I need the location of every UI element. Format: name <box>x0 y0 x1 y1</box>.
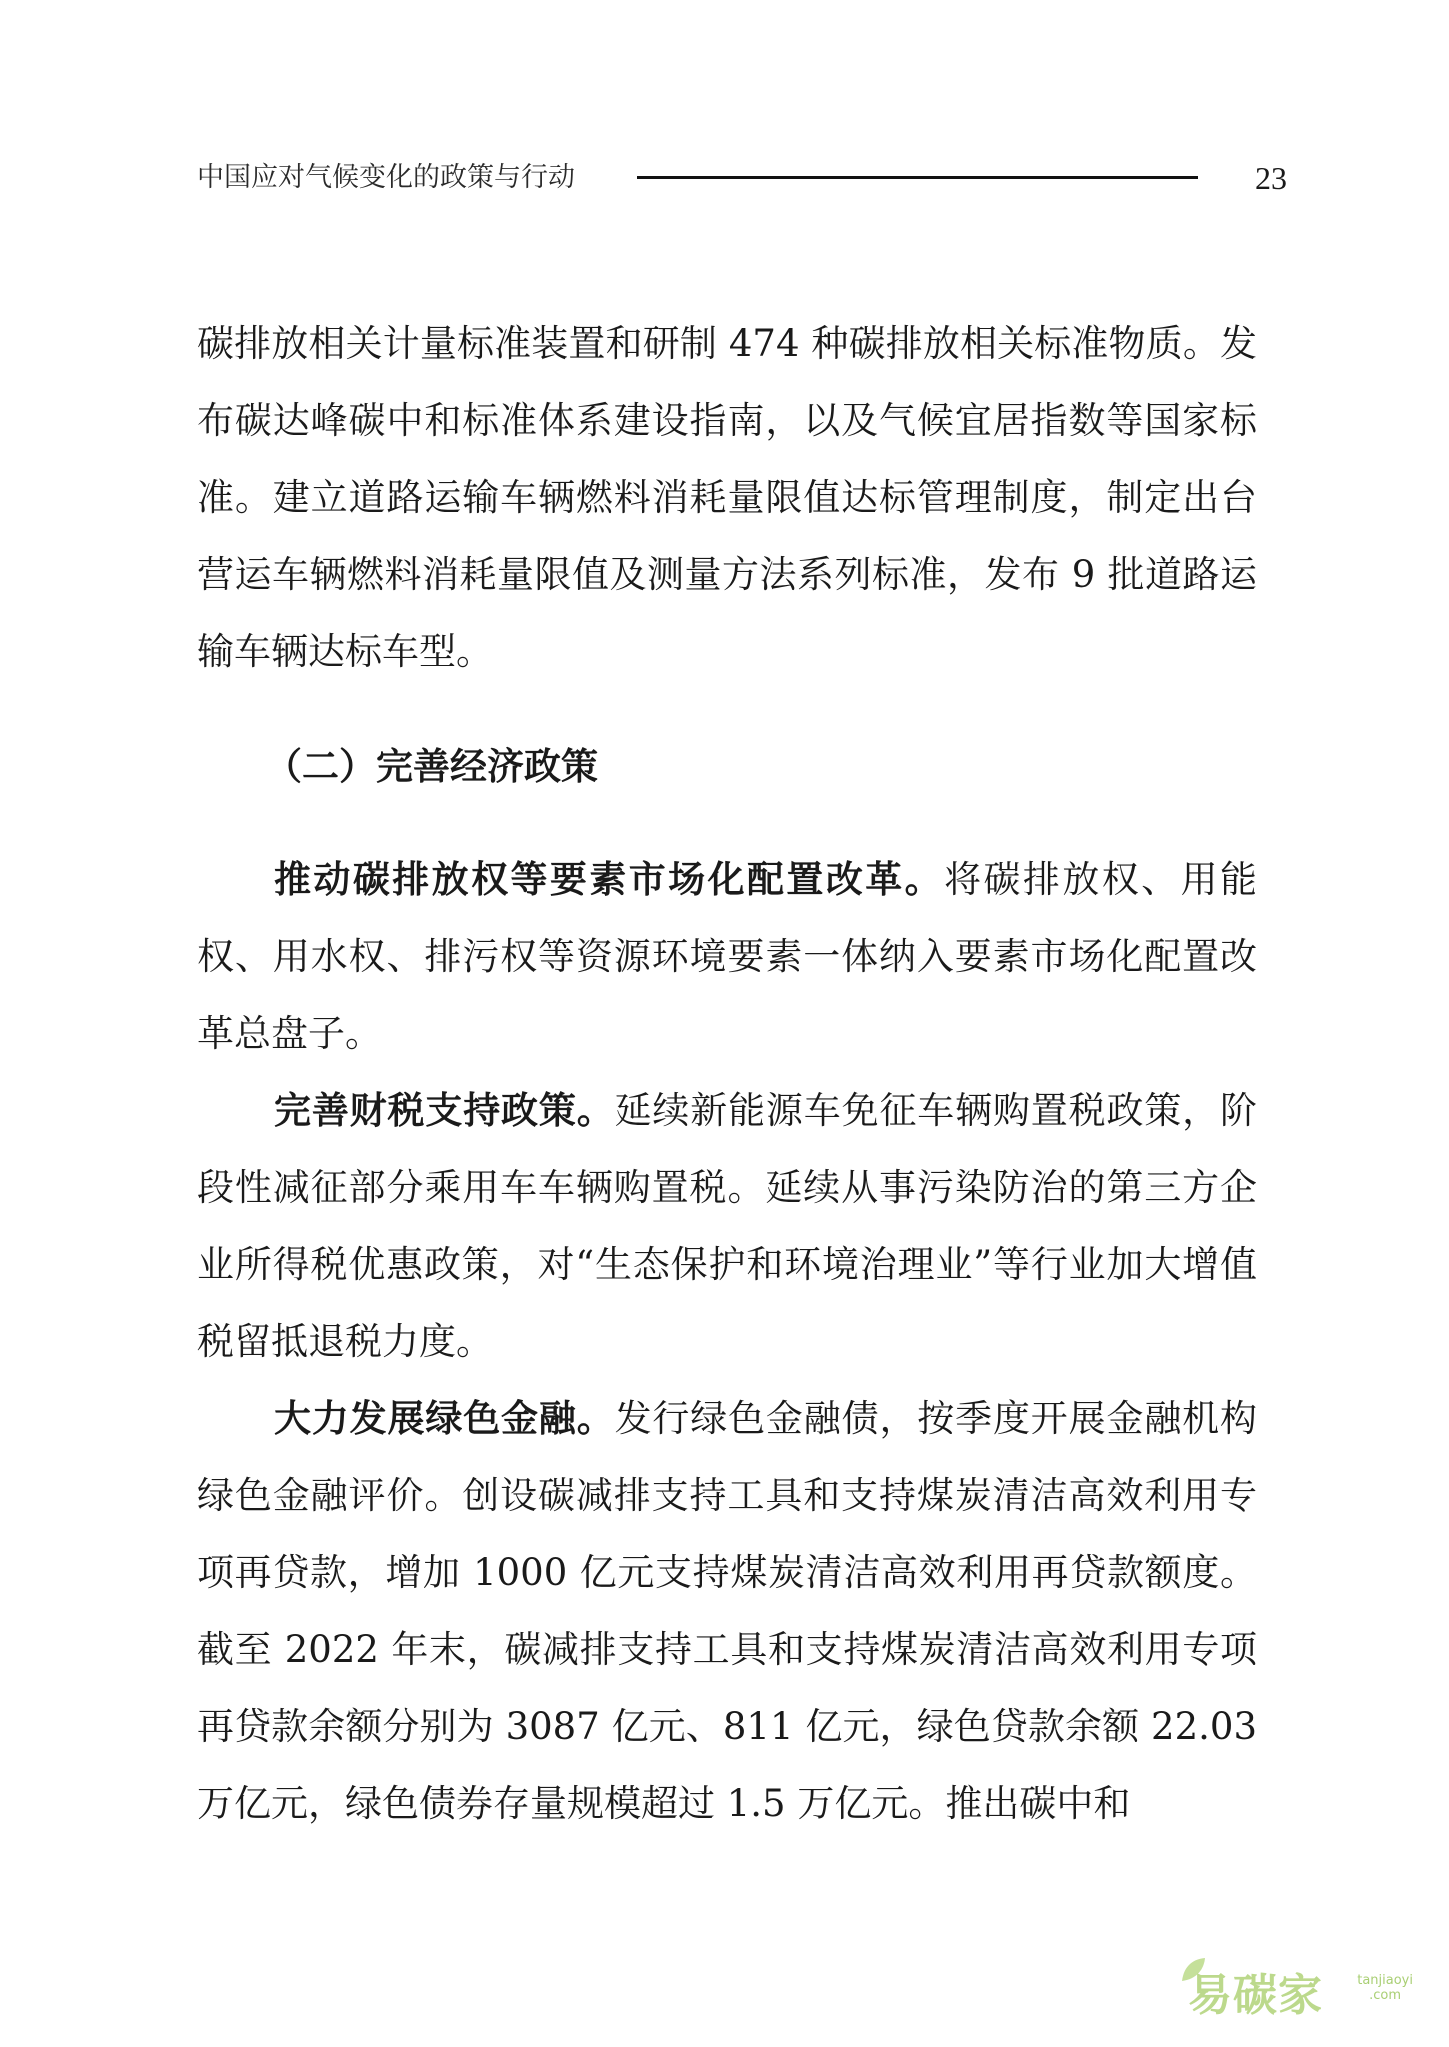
watermark-text: 易碳家 <box>1188 1970 1323 2021</box>
paragraph-lead: 大力发展绿色金融。 <box>274 1397 615 1440</box>
watermark-domain <box>1357 1973 1413 2003</box>
paragraph-fiscal-policy <box>197 1072 1257 1380</box>
paragraph-market-reform <box>197 841 1257 1072</box>
paragraph-standards: 碳排放相关计量标准装置和研制 474 种碳排放相关标准物质。发布碳达峰碳中和标准体系建设指南，以及气候宜居指数等国家标准。建立道路运输车辆燃料消耗量限值达标管理制度，制定出台营运车辆燃料消耗量限值及测量方法系列标准，发布 9 批道路运输车辆达标车型。 <box>197 322 1257 673</box>
running-header-title: 中国应对气候变化的政策与行动 <box>197 162 575 193</box>
header-rule <box>637 176 1198 179</box>
paragraph-body: 发行绿色金融债，按季度开展金融机构绿色金融评价。创设碳减排支持工具和支持煤炭清洁高效利用专项再贷款，增加 1000 亿元支持煤炭清洁高效利用再贷款额度。截至 2022 年末，碳减排支持工具和支持煤炭清洁高效利用专项再贷款余额分别为 3087 亿元、811 亿元，绿色贷款余额 22.03 万亿元，绿色债券存量规模超过 1.5 万亿元。推出碳中和 <box>197 1397 1258 1825</box>
paragraph-body: 延续新能源车免征车辆购置税政策，阶段性减征部分乘用车车辆购置税。延续从事污染防治的第三方企业所得税优惠政策，对“生态保护和环境治理业”等行业加大增值税留抵退税力度。 <box>197 1089 1258 1363</box>
page-body <box>197 305 1257 1842</box>
paragraph-lead: 推动碳排放权等要素市场化配置改革。 <box>274 858 945 901</box>
paragraph-green-finance <box>197 1380 1257 1842</box>
section-heading: （二）完善经济政策 <box>265 745 598 788</box>
watermark-domain-line2: .com <box>1369 1988 1402 2003</box>
paragraph-lead: 完善财税支持政策。 <box>274 1089 615 1132</box>
running-header <box>197 158 1287 198</box>
watermark-logo <box>1188 1955 1413 2025</box>
page-number: 23 <box>1255 160 1287 196</box>
paragraph-body: 将碳排放权、用能权、用水权、排污权等资源环境要素一体纳入要素市场化配置改革总盘子。 <box>197 858 1258 1055</box>
watermark-domain-line1: tanjiaoyi <box>1357 1973 1413 1988</box>
